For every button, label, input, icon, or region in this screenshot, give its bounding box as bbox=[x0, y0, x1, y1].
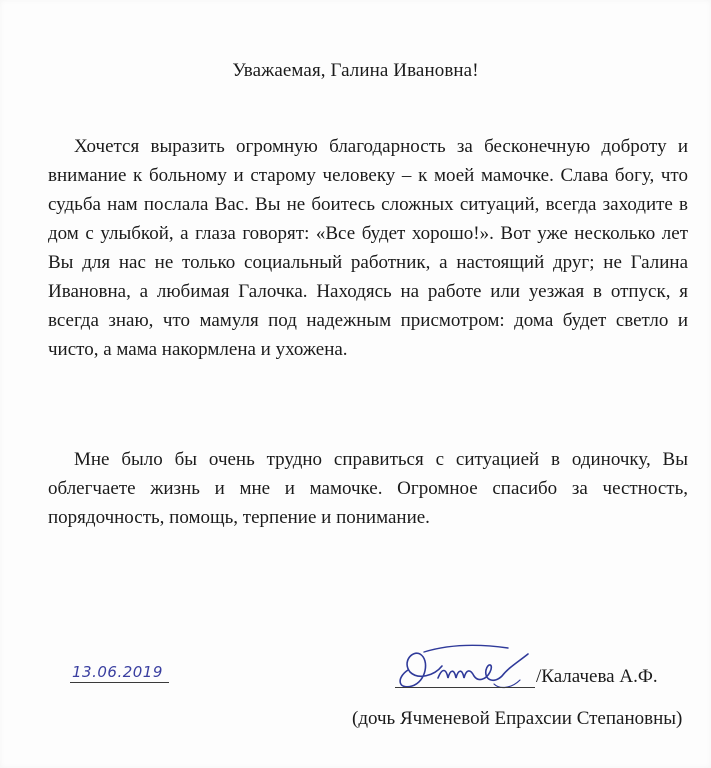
signer-relation: (дочь Ячменевой Епрахсии Степановны) bbox=[352, 708, 683, 729]
signer-name: /Калачева А.Ф. bbox=[536, 666, 658, 687]
letter-paragraph-2: Мне было бы очень трудно справиться с ситуацией в одиночку, Вы облегчаете жизнь и мне и мамочке. Огромное спасибо за честность, порядочность, помощь, терпение и понимание. bbox=[48, 449, 688, 528]
handwritten-date: 13.06.2019 bbox=[70, 663, 169, 683]
letter-salutation: Уважаемая, Галина Ивановна! bbox=[232, 60, 479, 81]
letter-paragraph-1: Хочется выразить огромную благодарность за бесконечную доброту и внимание к больному и старому человеку – к моей мамочке. Слава богу, что судьба нам послала Вас. Вы не боитесь сложных ситуаций, всегда заходите в дом с улыбкой, а глаза говорят: «Все будет хорошо!». Вот уже несколько лет Вы для нас не только социальный работник, а настоящий друг; не Галина Ивановна, а любимая Галочка. Находясь на работе или уезжая в отпуск, я всегда знаю, что мамуля под надежным присмотром: дома будет светло и чисто, а мама накормлена и ухожена. bbox=[48, 136, 688, 360]
signature-line bbox=[395, 687, 535, 688]
signature-icon bbox=[390, 640, 540, 692]
